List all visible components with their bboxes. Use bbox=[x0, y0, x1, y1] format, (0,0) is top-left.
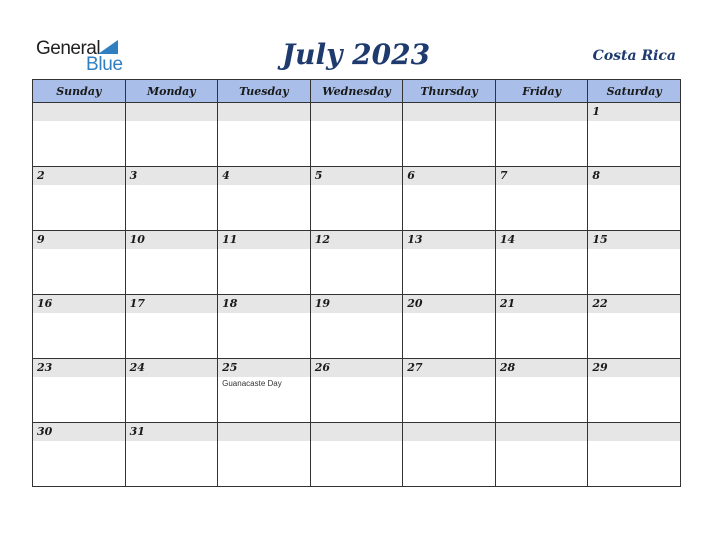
day-cell bbox=[33, 359, 126, 423]
day-number-band bbox=[311, 231, 403, 249]
day-number: 30 bbox=[37, 425, 53, 438]
day-number-band bbox=[33, 103, 125, 121]
day-number-band bbox=[33, 423, 125, 441]
day-number: 14 bbox=[499, 233, 516, 246]
day-number-band bbox=[311, 167, 403, 185]
day-number: 4 bbox=[222, 169, 230, 182]
day-cell bbox=[310, 167, 403, 231]
day-cell bbox=[125, 423, 218, 487]
day-cell bbox=[588, 167, 681, 231]
day-cell bbox=[125, 167, 218, 231]
day-number: 2 bbox=[37, 169, 45, 182]
day-number-band bbox=[588, 231, 680, 249]
day-cell bbox=[310, 359, 403, 423]
day-cell bbox=[310, 231, 403, 295]
day-number: 7 bbox=[499, 169, 508, 182]
day-cell bbox=[218, 167, 311, 231]
day-cell bbox=[588, 359, 681, 423]
day-cell bbox=[403, 231, 496, 295]
day-cell bbox=[33, 295, 126, 359]
day-cell bbox=[33, 167, 126, 231]
day-number: 16 bbox=[37, 297, 53, 310]
day-number-band bbox=[126, 103, 218, 121]
day-number-band bbox=[496, 103, 588, 121]
week-row bbox=[33, 295, 681, 359]
day-number-band bbox=[588, 295, 680, 313]
country-label: Costa Rica bbox=[592, 48, 676, 64]
day-cell bbox=[403, 167, 496, 231]
day-number-band bbox=[126, 167, 218, 185]
week-row bbox=[33, 423, 681, 487]
day-number: 3 bbox=[129, 169, 138, 182]
day-number-band bbox=[311, 359, 403, 377]
logo-general-text: General bbox=[36, 38, 101, 59]
day-cell bbox=[125, 295, 218, 359]
day-cell bbox=[495, 359, 588, 423]
logo-blue-text: Blue bbox=[86, 54, 123, 75]
day-number-band bbox=[496, 231, 588, 249]
week-row bbox=[33, 231, 681, 295]
week-row bbox=[33, 167, 681, 231]
day-cell bbox=[310, 423, 403, 487]
day-number: 24 bbox=[129, 361, 145, 374]
day-cell bbox=[588, 103, 681, 167]
day-number-band bbox=[33, 359, 125, 377]
day-number: 25 bbox=[222, 361, 238, 374]
day-number: 29 bbox=[592, 361, 608, 374]
day-cell bbox=[403, 359, 496, 423]
day-cell bbox=[588, 295, 681, 359]
day-cell bbox=[218, 423, 311, 487]
day-number-band bbox=[126, 359, 218, 377]
day-cell bbox=[310, 295, 403, 359]
weekday-header: Thursday bbox=[403, 80, 496, 103]
day-number: 15 bbox=[592, 233, 608, 246]
day-number: 20 bbox=[407, 297, 423, 310]
day-cell bbox=[33, 423, 126, 487]
day-number: 8 bbox=[592, 169, 601, 182]
day-number-band bbox=[126, 231, 218, 249]
day-number-band bbox=[403, 231, 495, 249]
day-number-band bbox=[403, 167, 495, 185]
day-cell bbox=[403, 295, 496, 359]
day-cell bbox=[33, 103, 126, 167]
day-number: 31 bbox=[129, 425, 145, 438]
weekday-header: Saturday bbox=[588, 80, 681, 103]
day-number-band bbox=[588, 167, 680, 185]
day-number-band bbox=[496, 295, 588, 313]
holiday-label: Guanacaste Day bbox=[222, 379, 282, 388]
day-number-band bbox=[218, 423, 310, 441]
day-cell bbox=[218, 103, 311, 167]
day-number-band bbox=[403, 423, 495, 441]
day-number: 10 bbox=[129, 233, 145, 246]
day-cell bbox=[125, 103, 218, 167]
day-cell bbox=[125, 359, 218, 423]
day-number-band bbox=[33, 167, 125, 185]
weekday-header: Friday bbox=[495, 80, 588, 103]
day-number-band bbox=[311, 103, 403, 121]
day-number-band bbox=[126, 423, 218, 441]
day-number-band bbox=[218, 295, 310, 313]
day-cell bbox=[403, 103, 496, 167]
day-number-band bbox=[33, 295, 125, 313]
day-cell bbox=[33, 231, 126, 295]
day-cell bbox=[403, 423, 496, 487]
day-number: 11 bbox=[222, 233, 238, 246]
day-cell bbox=[218, 231, 311, 295]
day-number-band bbox=[588, 103, 680, 121]
day-cell bbox=[218, 359, 311, 423]
day-cell bbox=[495, 167, 588, 231]
day-number-band bbox=[403, 103, 495, 121]
day-number: 17 bbox=[129, 297, 145, 310]
day-number: 22 bbox=[592, 297, 608, 310]
week-row bbox=[33, 103, 681, 167]
weekday-header: Tuesday bbox=[218, 80, 311, 103]
week-row bbox=[33, 359, 681, 423]
day-cell bbox=[495, 295, 588, 359]
calendar-grid bbox=[32, 79, 681, 487]
weekday-header-row bbox=[33, 80, 681, 103]
weekday-header: Wednesday bbox=[310, 80, 403, 103]
day-number-band bbox=[33, 231, 125, 249]
weekday-header: Sunday bbox=[33, 80, 126, 103]
day-cell bbox=[495, 423, 588, 487]
day-number-band bbox=[403, 295, 495, 313]
day-number: 23 bbox=[37, 361, 53, 374]
day-cell bbox=[588, 231, 681, 295]
day-number-band bbox=[588, 423, 680, 441]
day-number: 13 bbox=[407, 233, 423, 246]
day-cell bbox=[588, 423, 681, 487]
day-number: 6 bbox=[407, 169, 415, 182]
day-number-band bbox=[218, 167, 310, 185]
day-number: 18 bbox=[222, 297, 238, 310]
day-number-band bbox=[311, 423, 403, 441]
day-cell bbox=[310, 103, 403, 167]
day-number-band bbox=[218, 103, 310, 121]
day-cell bbox=[495, 103, 588, 167]
day-number: 26 bbox=[314, 361, 330, 374]
weekday-header: Monday bbox=[125, 80, 218, 103]
day-number: 9 bbox=[37, 233, 45, 246]
day-number: 5 bbox=[314, 169, 323, 182]
day-number: 19 bbox=[314, 297, 330, 310]
day-number: 12 bbox=[314, 233, 330, 246]
day-cell bbox=[125, 231, 218, 295]
day-number-band bbox=[496, 359, 588, 377]
day-number: 28 bbox=[499, 361, 516, 374]
day-number: 27 bbox=[407, 361, 423, 374]
day-number: 21 bbox=[499, 297, 516, 310]
day-number-band bbox=[496, 167, 588, 185]
day-number-band bbox=[496, 423, 588, 441]
day-number-band bbox=[126, 295, 218, 313]
day-number-band bbox=[218, 359, 310, 377]
day-number-band bbox=[311, 295, 403, 313]
day-number-band bbox=[218, 231, 310, 249]
day-number-band bbox=[403, 359, 495, 377]
day-number: 1 bbox=[592, 105, 601, 118]
day-number-band bbox=[588, 359, 680, 377]
calendar-title: July 2023 bbox=[281, 38, 431, 71]
day-cell bbox=[218, 295, 311, 359]
day-cell bbox=[495, 231, 588, 295]
